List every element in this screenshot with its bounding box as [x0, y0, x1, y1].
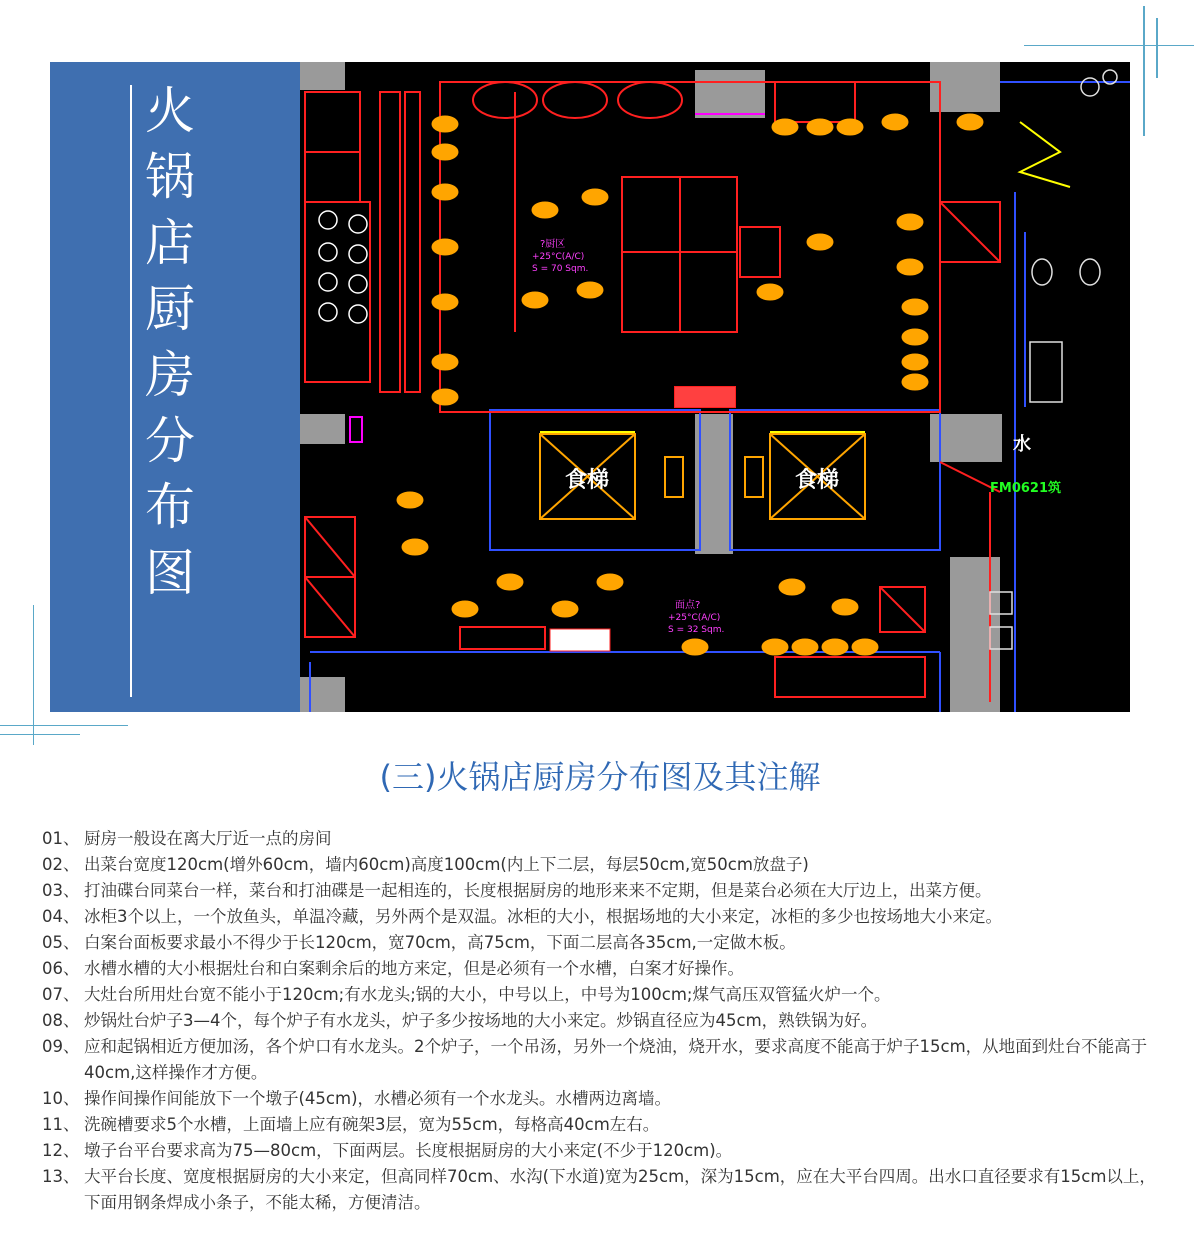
section-heading: (三)火锅店厨房分布图及其注解 — [379, 758, 821, 796]
door-code-label: FM0621筑 — [990, 481, 1061, 496]
note-text: 厨房一般设在离大厅近一点的房间 — [84, 829, 332, 848]
note-number: 03、 — [42, 881, 80, 900]
restroom-fixtures — [990, 70, 1117, 649]
list-item — [42, 826, 1172, 852]
zone-label-dimsum-line1: 面点? — [675, 600, 701, 611]
note-text: 大平台长度、宽度根据厨房的大小来定，但高同样70cm、水沟(下水道)宽为25cm，深为15cm，应在大平台四周。出水口直径要求有15cm以上，下面用钢条焊成小条子，不能太稀，方便清洁。 — [84, 1167, 1156, 1212]
note-text: 水槽水槽的大小根据灶台和白案剩余后的地方来定，但是必须有一个水槽，白案才好操作。 — [84, 959, 744, 978]
note-number: 01、 — [42, 829, 80, 848]
sink-basins — [319, 211, 367, 323]
note-text: 应和起锅相近方便加汤，各个炉口有水龙头。2个炉子，一个吊汤，另外一个烧油，烧开水，要求高度不能高于炉子15cm，从地面到灶台不能高于40cm,这样操作才方便。 — [84, 1037, 1148, 1082]
note-number: 04、 — [42, 907, 80, 926]
zone-label-dimsum-line2: +25°C(A/C) — [668, 613, 721, 623]
corner-line-bottom-horizontal — [0, 725, 128, 726]
list-item — [42, 1138, 1172, 1164]
title-divider-line — [130, 85, 132, 697]
title-char: 锅 — [145, 148, 195, 206]
note-text: 出菜台宽度120cm(增外60cm，墙内60cm)高度100cm(内上下二层，每层50cm,宽50cm放盘子) — [84, 855, 809, 874]
title-char: 厨 — [145, 280, 195, 338]
note-number: 10、 — [42, 1089, 80, 1108]
water-label: 水 — [1013, 434, 1031, 455]
note-text: 炒锅灶台炉子3—4个，每个炉子有水龙头，炉子多少按场地的大小来定。炒锅直径应为45cm，熟铁锅为好。 — [84, 1011, 878, 1030]
note-number: 12、 — [42, 1141, 80, 1160]
title-char: 店 — [145, 214, 195, 272]
note-number: 08、 — [42, 1011, 80, 1030]
zone-label-dimsum-line3: S = 32 Sqm. — [668, 625, 725, 635]
corner-line-bottom-horizontal-2 — [0, 734, 80, 735]
title-char: 布 — [145, 478, 195, 536]
list-item — [42, 904, 1172, 930]
note-number: 05、 — [42, 933, 80, 952]
corner-line-top-vertical — [1143, 6, 1145, 136]
note-number: 09、 — [42, 1037, 80, 1056]
note-number: 11、 — [42, 1115, 80, 1134]
list-item — [42, 956, 1172, 982]
note-number: 07、 — [42, 985, 80, 1004]
red-fixtures — [305, 82, 1000, 702]
note-text: 白案台面板要求最小不得少于长120cm，宽70cm，高75cm，下面二层高各35cm,一定做木板。 — [84, 933, 796, 952]
corner-line-top-vertical-2 — [1156, 18, 1158, 78]
corner-line-bottom-vertical — [33, 605, 34, 745]
zone-label-main-line1: ?厨区 — [540, 239, 566, 250]
notes-list — [42, 826, 1172, 1216]
note-text: 墩子台平台要求高为75—80cm，下面两层。长度根据厨房的大小来定(不少于120cm)。 — [84, 1141, 733, 1160]
list-item — [42, 852, 1172, 878]
note-number: 02、 — [42, 855, 80, 874]
note-text: 操作间操作间能放下一个墩子(45cm)，水槽必须有一个水龙头。水槽两边离墙。 — [84, 1089, 672, 1108]
lift-label-1: 食梯 — [565, 468, 610, 493]
note-text: 冰柜3个以上，一个放鱼头，单温冷藏，另外两个是双温。冰柜的大小，根据场地的大小来定，冰柜的多少也按场地大小来定。 — [84, 907, 1002, 926]
note-text: 打油碟台同菜台一样，菜台和打油碟是一起相连的，长度根据厨房的地形来来不定期，但是菜台必须在大厅边上，出菜方便。 — [84, 881, 992, 900]
list-item — [42, 1086, 1172, 1112]
title-char: 火 — [145, 82, 195, 140]
list-item — [42, 1034, 1172, 1086]
list-item — [42, 878, 1172, 904]
vertical-title — [140, 78, 200, 606]
oval-fixtures — [473, 82, 682, 118]
note-text: 洗碗槽要求5个水槽，上面墙上应有碗架3层，宽为55cm，每格高40cm左右。 — [84, 1115, 660, 1134]
note-number: 13、 — [42, 1167, 80, 1186]
list-item — [42, 1008, 1172, 1034]
lift-label-2: 食梯 — [795, 468, 840, 493]
note-number: 06、 — [42, 959, 80, 978]
title-char: 分 — [145, 412, 195, 470]
list-item — [42, 930, 1172, 956]
list-item — [42, 1164, 1172, 1216]
floor-plan-drawing — [300, 62, 1130, 712]
zone-label-main-line3: S = 70 Sqm. — [532, 264, 589, 274]
list-item — [42, 982, 1172, 1008]
yellow-lines — [540, 122, 1070, 432]
zone-label-main-line2: +25°C(A/C) — [532, 252, 585, 262]
title-char: 图 — [145, 544, 195, 602]
list-item — [42, 1112, 1172, 1138]
note-text: 大灶台所用灶台宽不能小于120cm;有水龙头;锅的大小，中号以上，中号为100cm;煤气高压双管猛火炉一个。 — [84, 985, 891, 1004]
corner-line-top-horizontal — [1024, 45, 1194, 46]
fixture-symbols — [397, 114, 983, 655]
title-char: 房 — [145, 346, 195, 404]
kitchen-floor-plan — [300, 62, 1130, 712]
